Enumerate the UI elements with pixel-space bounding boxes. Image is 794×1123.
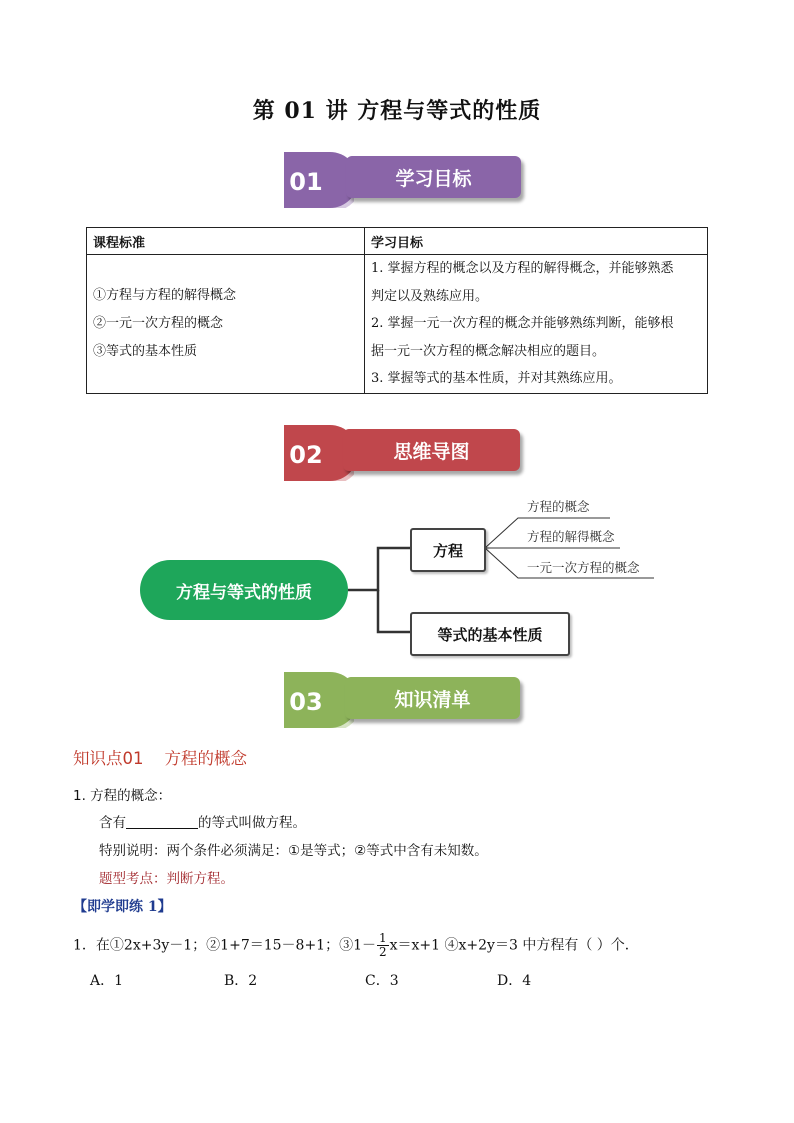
page-title: 第 01 讲 方程与等式的性质 (252, 98, 542, 124)
standard-item: ②一元一次方程的概念 (93, 316, 224, 331)
practice-label: 【即学即练 1】 (73, 899, 172, 915)
special-note: 特别说明：两个条件必须满足：①是等式；②等式中含有未知数。 (99, 843, 488, 859)
standard-item: ①方程与方程的解得概念 (93, 288, 237, 303)
goals-table (86, 227, 708, 394)
knowledge-point-title: 知识点01 方程的概念 (73, 749, 247, 768)
option-b[interactable]: B．2 (224, 973, 258, 989)
fraction (377, 932, 389, 959)
standards-cell (87, 255, 365, 394)
goal-line: 2. 掌握一元一次方程的概念并能够熟练判断，能够根 (371, 316, 674, 332)
section-title-03: 知识清单 (345, 677, 520, 719)
section-badge-02 (270, 425, 354, 481)
section-title-01: 学习目标 (346, 156, 521, 198)
fill-blank[interactable] (126, 814, 198, 829)
question-expr-part1: 2x+3y－1；②1+7＝15－8+1；③1－ (123, 937, 376, 954)
exam-label: 题型考点： (99, 871, 167, 887)
option-a[interactable]: A．1 (90, 973, 124, 989)
goal-line: 据一元一次方程的概念解决相应的题目。 (371, 343, 606, 359)
mindmap-root: 方程与等式的性质 (140, 560, 348, 620)
goal-line: 1. 掌握方程的概念以及方程的解得概念，并能够熟悉 (371, 261, 674, 277)
section-badge-03 (270, 672, 354, 728)
mindmap-leaf: 方程的解得概念 (527, 529, 615, 544)
section-number-02: 02 (289, 441, 323, 469)
question-1 (73, 932, 639, 959)
fraction-denominator: 2 (379, 945, 387, 959)
mindmap-connectors (0, 490, 794, 660)
definition-line (99, 811, 306, 831)
section-title-02: 思维导图 (343, 429, 520, 471)
concept-heading: 1. 方程的概念： (73, 788, 172, 804)
fraction-numerator: 1 (379, 931, 387, 945)
mindmap-leaf: 一元一次方程的概念 (527, 560, 640, 575)
definition-post: 的等式叫做方程。 (198, 815, 306, 831)
section-number-01: 01 (289, 168, 323, 196)
mindmap-branch-equation: 方程 (410, 528, 486, 572)
option-c[interactable]: C．3 (365, 973, 399, 989)
header-standard: 课程标准 (87, 228, 365, 255)
question-prefix: 1．在① (73, 937, 124, 954)
mindmap-branch-equality-properties: 等式的基本性质 (410, 612, 570, 656)
exam-value: 判断方程。 (166, 871, 234, 887)
exam-point (99, 867, 234, 887)
section-number-03: 03 (289, 688, 323, 716)
standard-item: ③等式的基本性质 (93, 344, 198, 359)
option-d[interactable]: D．4 (497, 973, 532, 989)
section-badge-01 (270, 152, 354, 208)
goal-line: 判定以及熟练应用。 (371, 288, 489, 304)
definition-pre: 含有 (99, 815, 126, 831)
mindmap-leaf: 方程的概念 (527, 499, 590, 514)
header-goal: 学习目标 (365, 228, 708, 255)
goal-line: 3. 掌握等式的基本性质，并对其熟练应用。 (371, 371, 622, 387)
goals-cell (365, 255, 708, 394)
question-expr-part2: x＝x+1 ④x+2y＝3 中方程有（ ）个． (389, 937, 639, 954)
